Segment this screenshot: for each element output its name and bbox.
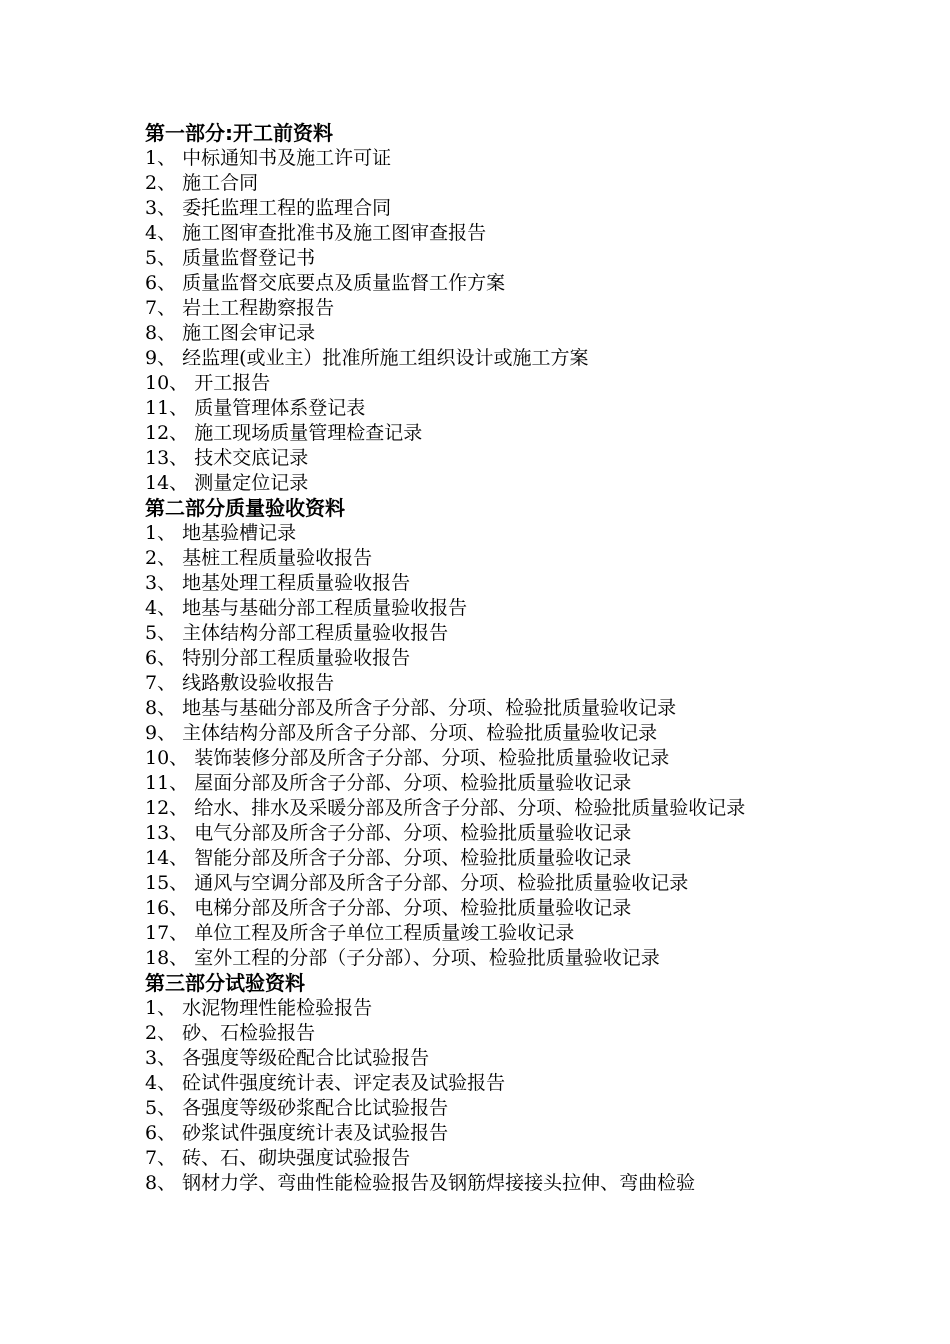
item-text: 主体结构分部工程质量验收报告 bbox=[182, 622, 449, 644]
item-text: 质量监督登记书 bbox=[182, 247, 316, 269]
item-text: 地基与基础分部工程质量验收报告 bbox=[182, 597, 468, 619]
list-item bbox=[145, 1146, 825, 1171]
section-1 bbox=[145, 121, 825, 496]
item-number: 7、 bbox=[145, 297, 183, 319]
item-number: 2、 bbox=[145, 1022, 183, 1044]
list-item bbox=[145, 846, 825, 871]
item-text: 钢材力学、弯曲性能检验报告及钢筋焊接接头拉伸、弯曲检验 bbox=[182, 1172, 696, 1194]
item-text: 基桩工程质量验收报告 bbox=[182, 547, 373, 569]
section-title: 第三部分试验资料 bbox=[145, 971, 305, 995]
item-number: 11、 bbox=[145, 397, 195, 419]
item-number: 7、 bbox=[145, 672, 183, 694]
list-item bbox=[145, 171, 825, 196]
section-2 bbox=[145, 496, 825, 971]
list-item bbox=[145, 946, 825, 971]
list-item bbox=[145, 1096, 825, 1121]
item-number: 18、 bbox=[145, 947, 195, 969]
item-number: 2、 bbox=[145, 172, 183, 194]
item-text: 岩土工程勘察报告 bbox=[182, 297, 335, 319]
item-number: 8、 bbox=[145, 1172, 183, 1194]
item-number: 14、 bbox=[145, 847, 195, 869]
item-number: 16、 bbox=[145, 897, 195, 919]
section-title: 第一部分:开工前资料 bbox=[145, 121, 333, 145]
item-number: 9、 bbox=[145, 347, 183, 369]
item-number: 6、 bbox=[145, 272, 183, 294]
item-number: 7、 bbox=[145, 1147, 183, 1169]
item-number: 9、 bbox=[145, 722, 183, 744]
item-number: 8、 bbox=[145, 697, 183, 719]
list-item bbox=[145, 1121, 825, 1146]
item-text: 技术交底记录 bbox=[194, 447, 309, 469]
item-number: 12、 bbox=[145, 422, 195, 444]
item-number: 5、 bbox=[145, 622, 183, 644]
list-item bbox=[145, 996, 825, 1021]
item-number: 14、 bbox=[145, 472, 195, 494]
item-text: 委托监理工程的监理合同 bbox=[182, 197, 392, 219]
list-item bbox=[145, 271, 825, 296]
list-item bbox=[145, 296, 825, 321]
list-item bbox=[145, 396, 825, 421]
item-number: 13、 bbox=[145, 447, 195, 469]
item-number: 4、 bbox=[145, 222, 183, 244]
item-number: 4、 bbox=[145, 597, 183, 619]
list-item bbox=[145, 1021, 825, 1046]
item-text: 智能分部及所含子分部、分项、检验批质量验收记录 bbox=[194, 847, 632, 869]
item-text: 各强度等级砼配合比试验报告 bbox=[182, 1047, 430, 1069]
item-number: 4、 bbox=[145, 1072, 183, 1094]
list-item bbox=[145, 821, 825, 846]
item-number: 10、 bbox=[145, 372, 195, 394]
list-item bbox=[145, 596, 825, 621]
item-text: 施工图审查批准书及施工图审查报告 bbox=[182, 222, 487, 244]
item-number: 13、 bbox=[145, 822, 195, 844]
item-text: 施工现场质量管理检查记录 bbox=[194, 422, 423, 444]
item-text: 砂、石检验报告 bbox=[182, 1022, 316, 1044]
list-item bbox=[145, 721, 825, 746]
item-number: 5、 bbox=[145, 247, 183, 269]
list-item bbox=[145, 221, 825, 246]
item-text: 中标通知书及施工许可证 bbox=[182, 147, 392, 169]
item-text: 装饰装修分部及所含子分部、分项、检验批质量验收记录 bbox=[194, 747, 670, 769]
item-text: 室外工程的分部（子分部）、分项、检验批质量验收记录 bbox=[194, 947, 660, 969]
item-text: 施工图会审记录 bbox=[182, 322, 316, 344]
item-text: 地基处理工程质量验收报告 bbox=[182, 572, 411, 594]
item-number: 6、 bbox=[145, 1122, 183, 1144]
item-text: 砼试件强度统计表、评定表及试验报告 bbox=[182, 1072, 506, 1094]
list-item bbox=[145, 196, 825, 221]
list-item bbox=[145, 771, 825, 796]
item-number: 8、 bbox=[145, 322, 183, 344]
item-text: 给水、排水及采暖分部及所含子分部、分项、检验批质量验收记录 bbox=[194, 797, 746, 819]
item-text: 主体结构分部及所含子分部、分项、检验批质量验收记录 bbox=[182, 722, 658, 744]
item-text: 质量监督交底要点及质量监督工作方案 bbox=[182, 272, 506, 294]
list-item bbox=[145, 871, 825, 896]
item-number: 2、 bbox=[145, 547, 183, 569]
item-text: 特别分部工程质量验收报告 bbox=[182, 647, 411, 669]
list-item bbox=[145, 921, 825, 946]
item-number: 3、 bbox=[145, 572, 183, 594]
list-item bbox=[145, 246, 825, 271]
list-item bbox=[145, 1046, 825, 1071]
item-text: 线路敷设验收报告 bbox=[182, 672, 335, 694]
item-number: 11、 bbox=[145, 772, 195, 794]
item-text: 砖、石、砌块强度试验报告 bbox=[182, 1147, 411, 1169]
list-item bbox=[145, 521, 825, 546]
item-number: 1、 bbox=[145, 997, 183, 1019]
item-text: 砂浆试件强度统计表及试验报告 bbox=[182, 1122, 449, 1144]
item-number: 6、 bbox=[145, 647, 183, 669]
document-page bbox=[145, 121, 825, 1196]
item-text: 各强度等级砂浆配合比试验报告 bbox=[182, 1097, 449, 1119]
item-number: 1、 bbox=[145, 522, 183, 544]
list-item bbox=[145, 796, 825, 821]
list-item bbox=[145, 1171, 825, 1196]
list-item bbox=[145, 621, 825, 646]
item-number: 10、 bbox=[145, 747, 195, 769]
item-number: 3、 bbox=[145, 197, 183, 219]
list-item bbox=[145, 146, 825, 171]
list-item bbox=[145, 446, 825, 471]
list-item bbox=[145, 746, 825, 771]
item-number: 12、 bbox=[145, 797, 195, 819]
item-text: 开工报告 bbox=[194, 372, 271, 394]
list-item bbox=[145, 321, 825, 346]
list-item bbox=[145, 546, 825, 571]
section-title: 第二部分质量验收资料 bbox=[145, 496, 345, 520]
item-text: 测量定位记录 bbox=[194, 472, 309, 494]
item-text: 电气分部及所含子分部、分项、检验批质量验收记录 bbox=[194, 822, 632, 844]
section-3 bbox=[145, 971, 825, 1196]
item-number: 17、 bbox=[145, 922, 195, 944]
list-item bbox=[145, 896, 825, 921]
list-item bbox=[145, 571, 825, 596]
list-item bbox=[145, 1071, 825, 1096]
item-text: 地基与基础分部及所含子分部、分项、检验批质量验收记录 bbox=[182, 697, 677, 719]
item-number: 5、 bbox=[145, 1097, 183, 1119]
item-text: 电梯分部及所含子分部、分项、检验批质量验收记录 bbox=[194, 897, 632, 919]
item-number: 1、 bbox=[145, 147, 183, 169]
item-text: 地基验槽记录 bbox=[182, 522, 297, 544]
item-text: 施工合同 bbox=[182, 172, 259, 194]
list-item bbox=[145, 421, 825, 446]
list-item bbox=[145, 646, 825, 671]
item-text: 水泥物理性能检验报告 bbox=[182, 997, 373, 1019]
item-text: 质量管理体系登记表 bbox=[194, 397, 366, 419]
list-item bbox=[145, 346, 825, 371]
item-text: 经监理(或业主）批准所施工组织设计或施工方案 bbox=[182, 347, 589, 369]
item-text: 屋面分部及所含子分部、分项、检验批质量验收记录 bbox=[194, 772, 632, 794]
item-number: 3、 bbox=[145, 1047, 183, 1069]
list-item bbox=[145, 371, 825, 396]
list-item bbox=[145, 696, 825, 721]
list-item bbox=[145, 671, 825, 696]
item-text: 单位工程及所含子单位工程质量竣工验收记录 bbox=[194, 922, 575, 944]
list-item bbox=[145, 471, 825, 496]
item-text: 通风与空调分部及所含子分部、分项、检验批质量验收记录 bbox=[194, 872, 689, 894]
item-number: 15、 bbox=[145, 872, 195, 894]
